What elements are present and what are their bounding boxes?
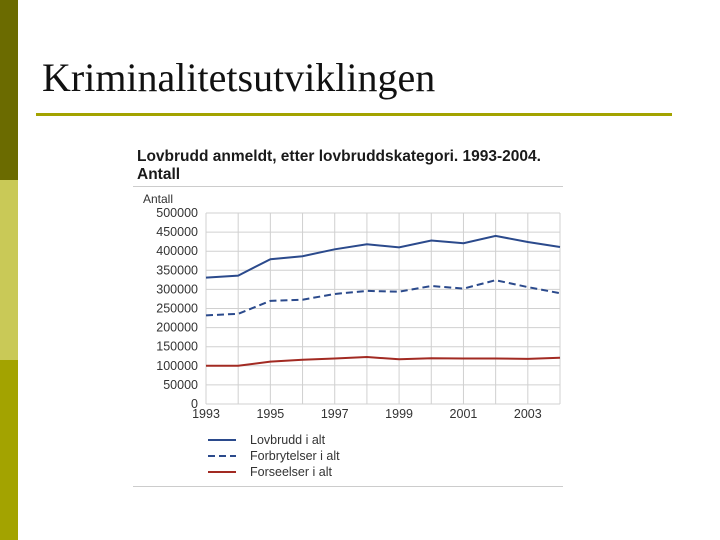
y-tick-label: 350000 xyxy=(156,263,198,278)
y-tick-label: 250000 xyxy=(156,301,198,316)
y-tick-label: 100000 xyxy=(156,358,198,373)
y-tick-label: 50000 xyxy=(163,377,198,392)
y-tick-label: 400000 xyxy=(156,244,198,259)
y-tick-label: 300000 xyxy=(156,282,198,297)
x-tick-label: 1993 xyxy=(192,407,220,421)
x-tick-label: 2003 xyxy=(513,407,542,421)
slide-title: Kriminalitetsutviklingen xyxy=(42,55,436,100)
chart-title: Lovbrudd anmeldt, etter lovbruddskategori. 1993-2004. Antall xyxy=(137,148,541,183)
y-tick-label: 0 xyxy=(191,397,198,411)
y-tick-label: 150000 xyxy=(156,339,198,354)
legend-label-1: Lovbrudd i alt xyxy=(250,433,326,447)
series-line-3 xyxy=(206,357,560,366)
chart-bottom-divider xyxy=(133,486,563,487)
y-tick-label: 450000 xyxy=(156,225,198,240)
y-tick-label: 200000 xyxy=(156,320,198,335)
y-tick-label: 500000 xyxy=(156,206,198,220)
x-tick-label: 1999 xyxy=(385,407,413,421)
legend-label-3: Forseelser i alt xyxy=(250,465,332,479)
y-axis-label: Antall xyxy=(143,192,174,206)
series-line-1 xyxy=(206,236,560,278)
x-tick-label: 1997 xyxy=(320,407,349,421)
x-tick-label: 1995 xyxy=(256,407,285,421)
legend-label-2: Forbrytelser i alt xyxy=(250,449,340,463)
x-tick-label: 2001 xyxy=(449,407,478,421)
series-line-2 xyxy=(206,280,560,315)
